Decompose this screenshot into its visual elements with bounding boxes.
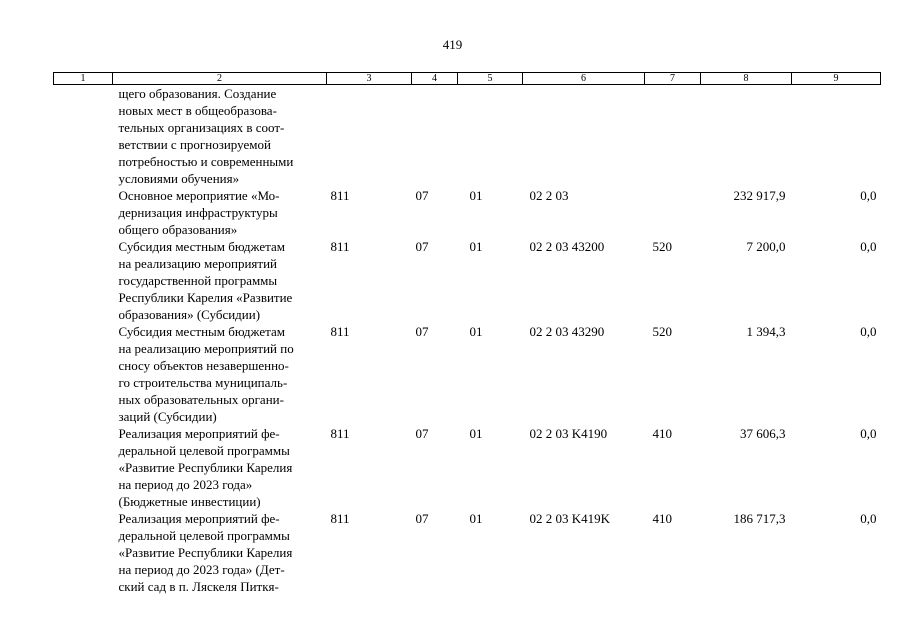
item-name-line: деральной целевой программы (118, 528, 290, 543)
amount-text: 7 200,0 (746, 239, 786, 254)
subsection-code-text: 01 (469, 239, 483, 254)
amount-federal (792, 323, 881, 425)
empty-cell (54, 323, 113, 425)
empty-cell (54, 187, 113, 238)
empty-cell (54, 510, 113, 595)
amount-federal (792, 85, 881, 188)
expense-type-code-text: 410 (652, 511, 672, 526)
subsection-code (458, 187, 523, 238)
target-article-code-text: 02 2 03 (529, 188, 569, 203)
item-name-line: новых мест в общеобразова- (118, 103, 277, 118)
column-number: 8 (701, 73, 792, 85)
empty-cell (54, 425, 113, 510)
expense-type-code-text: 520 (652, 324, 672, 339)
amount-text: 37 606,3 (740, 426, 786, 441)
item-name-line: «Развитие Республики Карелия (118, 545, 293, 560)
item-name (113, 323, 327, 425)
item-name-line: на реализацию мероприятий по (118, 341, 294, 356)
item-name-line: Субсидия местным бюджетам (118, 324, 285, 339)
table-row (54, 510, 881, 595)
section-code (412, 85, 458, 188)
item-name-line: тельных организациях в соот- (118, 120, 285, 135)
amount (701, 85, 792, 188)
item-name-line: на реализацию мероприятий (118, 256, 278, 271)
grbs-code-text: 811 (330, 239, 350, 254)
section-code-text: 07 (415, 511, 429, 526)
page-number: 419 (442, 37, 463, 52)
column-number: 9 (792, 73, 881, 85)
section-code-text: 07 (415, 426, 429, 441)
subsection-code (458, 238, 523, 323)
section-code (412, 425, 458, 510)
section-code (412, 238, 458, 323)
column-number: 4 (412, 73, 458, 85)
expense-type-code (645, 187, 701, 238)
table-row (54, 85, 881, 188)
subsection-code-text: 01 (469, 426, 483, 441)
subsection-code-text: 01 (469, 324, 483, 339)
item-name-line: общего образования» (118, 222, 238, 237)
item-name-line: государственной программы (118, 273, 278, 288)
target-article-code (523, 187, 645, 238)
item-name-line: (Бюджетные инвестиции) (118, 494, 261, 509)
subsection-code (458, 510, 523, 595)
grbs-code (327, 238, 412, 323)
target-article-code-text: 02 2 03 K419K (529, 511, 611, 526)
amount-federal (792, 238, 881, 323)
subsection-code (458, 323, 523, 425)
expense-type-code (645, 85, 701, 188)
item-name-line: на период до 2023 года» (118, 477, 253, 492)
amount-text: 186 717,3 (733, 511, 786, 526)
item-name-line: ветствии с прогнозируемой (118, 137, 271, 152)
item-name-line: Реализация мероприятий фе- (118, 426, 280, 441)
item-name-line: деральной целевой программы (118, 443, 290, 458)
grbs-code (327, 187, 412, 238)
amount-federal-text: 0,0 (860, 324, 877, 339)
amount-federal-text: 0,0 (860, 511, 877, 526)
grbs-code (327, 425, 412, 510)
subsection-code-text: 01 (469, 188, 483, 203)
column-number: 7 (645, 73, 701, 85)
item-name-line: сносу объектов незавершенно- (118, 358, 289, 373)
amount (701, 187, 792, 238)
amount-text: 1 394,3 (746, 324, 786, 339)
item-name-line: го строительства муниципаль- (118, 375, 288, 390)
item-name-line: Реализация мероприятий фе- (118, 511, 280, 526)
item-name-line: образования» (Субсидии) (118, 307, 261, 322)
section-code-text: 07 (415, 324, 429, 339)
column-number: 6 (523, 73, 645, 85)
table-row (54, 238, 881, 323)
subsection-code (458, 85, 523, 188)
item-name-line: Субсидия местным бюджетам (118, 239, 285, 254)
expense-type-code (645, 238, 701, 323)
table-row (54, 425, 881, 510)
amount (701, 238, 792, 323)
item-name-line: Основное мероприятие «Мо- (118, 188, 280, 203)
column-number-row (54, 73, 881, 85)
expense-type-code (645, 323, 701, 425)
target-article-code-text: 02 2 03 43290 (529, 324, 605, 339)
grbs-code-text: 811 (330, 511, 350, 526)
target-article-code (523, 425, 645, 510)
target-article-code-text: 02 2 03 K4190 (529, 426, 608, 441)
expense-type-code-text: 520 (652, 239, 672, 254)
item-name-line: потребностью и современными (118, 154, 294, 169)
amount (701, 323, 792, 425)
item-name (113, 238, 327, 323)
amount-federal-text: 0,0 (860, 188, 877, 203)
amount-federal (792, 187, 881, 238)
amount-federal (792, 425, 881, 510)
amount-federal (792, 510, 881, 595)
grbs-code (327, 323, 412, 425)
table-row (54, 323, 881, 425)
subsection-code-text: 01 (469, 511, 483, 526)
amount-federal-text: 0,0 (860, 426, 877, 441)
amount (701, 510, 792, 595)
item-name-line: дернизация инфраструктуры (118, 205, 278, 220)
item-name-line: заций (Субсидии) (118, 409, 217, 424)
table-body (54, 85, 881, 596)
item-name (113, 85, 327, 188)
item-name-line: «Развитие Республики Карелия (118, 460, 293, 475)
empty-cell (54, 85, 113, 188)
grbs-code (327, 85, 412, 188)
target-article-code (523, 238, 645, 323)
grbs-code-text: 811 (330, 324, 350, 339)
table-row (54, 187, 881, 238)
table-header (54, 73, 881, 85)
expense-type-code (645, 510, 701, 595)
grbs-code-text: 811 (330, 426, 350, 441)
target-article-code-text: 02 2 03 43200 (529, 239, 605, 254)
target-article-code (523, 510, 645, 595)
section-code (412, 187, 458, 238)
item-name-line: условиями обучения» (118, 171, 240, 186)
budget-table (53, 72, 881, 595)
item-name (113, 187, 327, 238)
column-number: 5 (458, 73, 523, 85)
amount (701, 425, 792, 510)
column-number: 2 (113, 73, 327, 85)
grbs-code-text: 811 (330, 188, 350, 203)
amount-text: 232 917,9 (733, 188, 786, 203)
column-number: 3 (327, 73, 412, 85)
empty-cell (54, 238, 113, 323)
section-code (412, 510, 458, 595)
expense-type-code-text: 410 (652, 426, 672, 441)
subsection-code (458, 425, 523, 510)
item-name-line: на период до 2023 года» (Дет- (118, 562, 285, 577)
column-number: 1 (54, 73, 113, 85)
section-code-text: 07 (415, 188, 429, 203)
target-article-code (523, 85, 645, 188)
item-name-line: ский сад в п. Ляскеля Питкя- (118, 579, 279, 594)
section-code (412, 323, 458, 425)
amount-federal-text: 0,0 (860, 239, 877, 254)
item-name-line: Республики Карелия «Развитие (118, 290, 293, 305)
section-code-text: 07 (415, 239, 429, 254)
item-name-line: ных образовательных органи- (118, 392, 284, 407)
grbs-code (327, 510, 412, 595)
target-article-code (523, 323, 645, 425)
item-name (113, 425, 327, 510)
item-name-line: щего образования. Создание (118, 86, 277, 101)
item-name (113, 510, 327, 595)
expense-type-code (645, 425, 701, 510)
